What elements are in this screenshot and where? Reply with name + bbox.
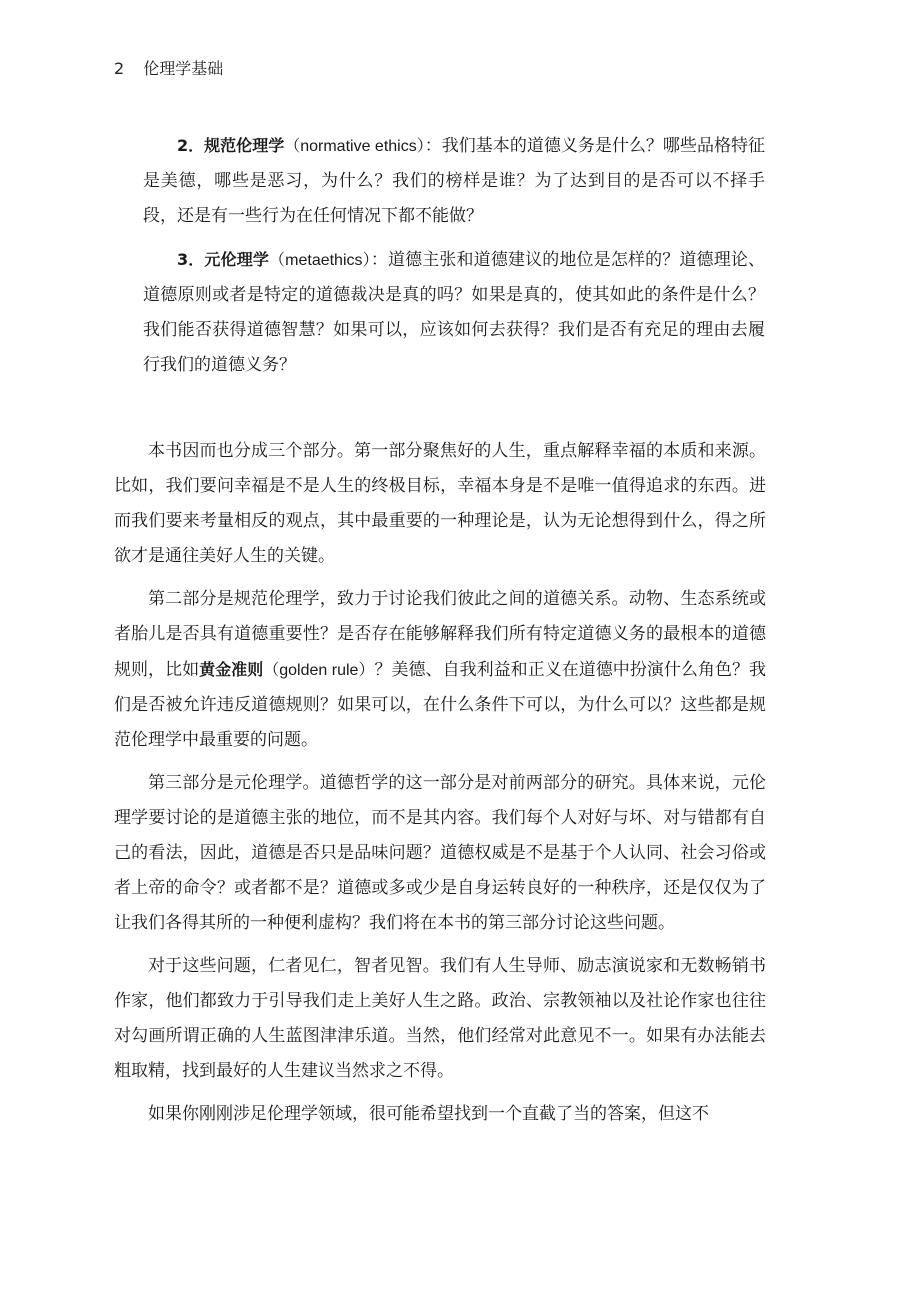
paragraph-text: 第二部分是规范伦理学，致力于讨论我们彼此之间的道德关系。动物、生态系统或者胎儿是否具有道德重要性？是否存在能够解释我们所有特定道德义务的最根本的道德规则，比如 <box>114 589 766 680</box>
paragraph: 对于这些问题，仁者见仁，智者见智。我们有人生导师、励志演说家和无数畅销书作家，他们都致力于引导我们走上美好人生之路。政治、宗教领袖以及社论作家也往往对勾画所谓正确的人生蓝图津津乐道。当然，他们经常对此意见不一。如果有办法能去粗取精，找到最好的人生建议当然求之不得。 <box>114 956 766 1081</box>
item-number: 3． <box>177 250 205 269</box>
paragraph <box>114 582 766 758</box>
list-item-metaethics <box>143 242 765 383</box>
intro-list <box>143 128 765 391</box>
term-metaethics: 元伦理学 <box>204 250 269 269</box>
list-item-normative-ethics <box>143 128 765 234</box>
item-text: ：道德主张和道德建议的地位是怎样的？道德理论、道德原则或者是特定的道德裁决是真的吗？如果是真的，使其如此的条件是什么？我们能否获得道德智慧？如果可以，应该如何去获得？我们是否有充足的理由去履行我们的道德义务？ <box>143 250 765 375</box>
paragraph: 第三部分是元伦理学。道德哲学的这一部分是对前两部分的研究。具体来说，元伦理学要讨论的是道德主张的地位，而不是其内容。我们每个人对好与坏、对与错都有自己的看法，因此，道德是否只是品味问题？道德权威是不是基于个人认同、社会习俗或者上帝的命令？或者都不是？道德或多或少是自身运转良好的一种秩序，还是仅仅为了让我们各得其所的一种便利虚构？我们将在本书的第三部分讨论这些问题。 <box>114 773 766 933</box>
term-normative-ethics: 规范伦理学 <box>204 136 285 155</box>
paragraph-text: ？美德、自我利益和正义在道德中扮演什么角色？我们是否被允许违反道德规则？如果可以，在什么条件下可以，为什么可以？这些都是规范伦理学中最重要的问题。 <box>114 660 766 750</box>
item-number: 2． <box>177 136 205 155</box>
paragraph: 如果你刚刚涉足伦理学领域，很可能希望找到一个直截了当的答案，但这不 <box>148 1104 709 1124</box>
body-text <box>114 434 766 1140</box>
paragraph: 本书因而也分成三个部分。第一部分聚焦好的人生，重点解释幸福的本质和来源。比如，我们要问幸福是不是人生的终极目标，幸福本身是不是唯一值得追求的东西。进而我们要来考量相反的观点，其中最重要的一种理论是，认为无论想得到什么，得之所欲才是通往美好人生的关键。 <box>114 441 766 566</box>
term-latin: （golden rule） <box>263 662 375 679</box>
running-header <box>114 56 223 79</box>
page-number: 2 <box>114 59 125 78</box>
term-golden-rule: 黄金准则 <box>199 660 264 679</box>
term-latin: （metaethics） <box>269 252 371 269</box>
item-text: ：我们基本的道德义务是什么？哪些品格特征是美德，哪些是恶习，为什么？我们的榜样是谁？为了达到目的是否可以不择手段，还是有一些行为在任何情况下都不能做？ <box>143 136 765 226</box>
book-title: 伦理学基础 <box>143 59 224 78</box>
term-latin: （normative ethics） <box>284 138 425 155</box>
